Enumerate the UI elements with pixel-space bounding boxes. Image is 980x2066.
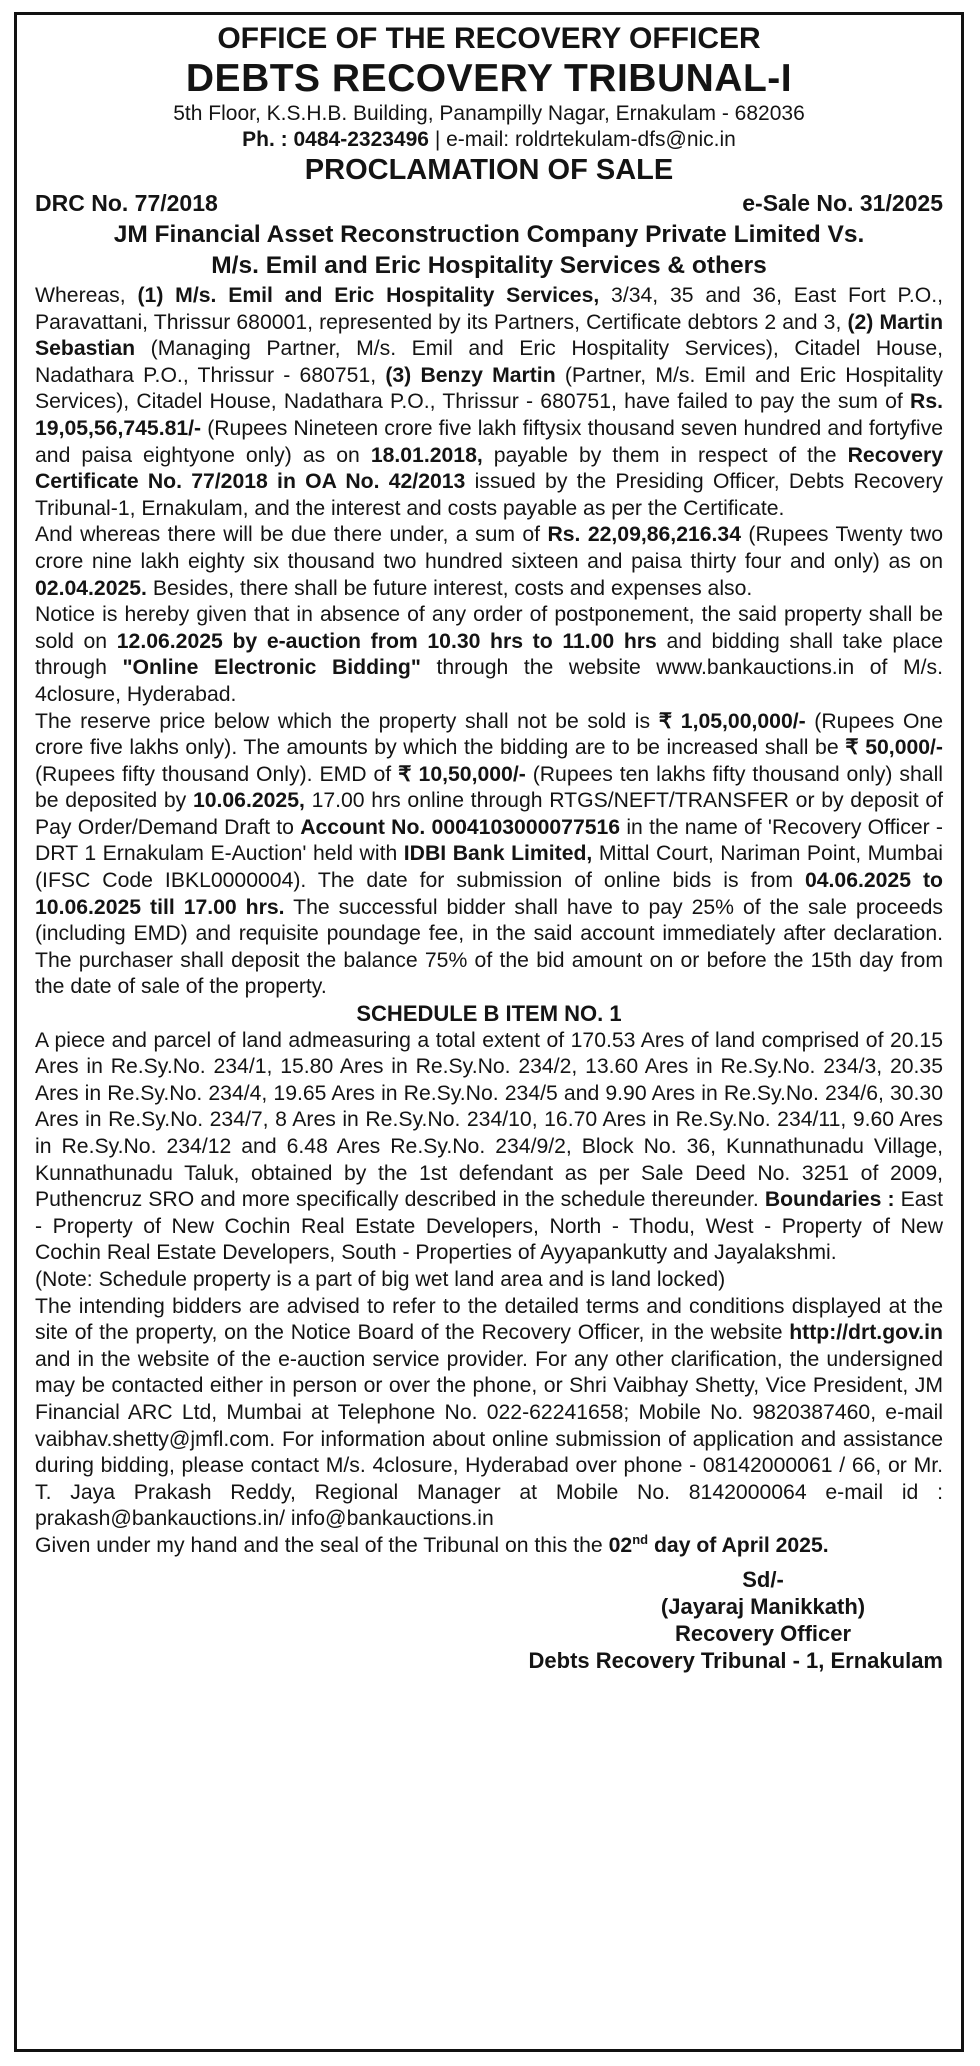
text: in the name of 'Recovery Officer - DRT 1 Ernakulam E-Auction' held with bbox=[35, 815, 943, 866]
drt-website: http://drt.gov.in bbox=[789, 1321, 943, 1345]
schedule-note: (Note: Schedule property is a part of big wet land area and is land locked) bbox=[35, 1267, 726, 1291]
proclamation-title: PROCLAMATION OF SALE bbox=[304, 154, 674, 186]
officer-name: (Jayaraj Manikkath) bbox=[660, 1593, 866, 1619]
text: And whereas there will be due there under, a sum of bbox=[35, 523, 548, 547]
paragraph-auction-notice bbox=[35, 602, 943, 708]
text: through the website www.bankauctions.in of M/s. 4closure, Hyderabad. bbox=[35, 656, 943, 706]
schedule-heading: SCHEDULE B ITEM NO. 1 bbox=[356, 1001, 622, 1027]
debtor-3: (3) Benzy Martin bbox=[385, 363, 556, 387]
given-month-year: day of April 2025. bbox=[648, 1533, 829, 1557]
officer-office: Debts Recovery Tribunal - 1, Ernakulam bbox=[528, 1647, 943, 1673]
office-address: 5th Floor, K.S.H.B. Building, Panampilly Nagar, Ernakulam - 682036 bbox=[173, 102, 805, 125]
text: and in the website of the e-auction service provider. For any other clarification, the undersigned may be contacted either in person or over the phone, or Shri Vaibhay Shetty, Vice President, JM Financial ARC Ltd, Mumbai at Telephone No. 022-62241658; Mobile No. 9820387460, e-mail vaibhav.shetty@jmfl.com. For information about online submission of application and assistance during bidding, please contact M/s. 4closure, Hyderabad over phone - 08142000061 / 66, or Mr. T. Jaya Prakash Reddy, Regional Manager at Mobile No. 8142000064 e-mail id : prakash@bankauctions.in/ info@bankauctions.in bbox=[35, 1347, 943, 1531]
due-date: 18.01.2018, bbox=[370, 443, 483, 467]
bid-window: 04.06.2025 to 10.06.2025 till 17.00 hrs. bbox=[35, 869, 943, 919]
given-line bbox=[35, 1533, 943, 1560]
certificate-ref: Recovery Certificate No. 77/2018 in OA No. 42/2013 bbox=[35, 443, 944, 494]
paragraph-schedule bbox=[35, 1028, 943, 1267]
bank-name: IDBI Bank Limited, bbox=[403, 842, 593, 866]
signature-block bbox=[35, 1566, 943, 1674]
given-day: 02 bbox=[608, 1533, 633, 1557]
paragraph-debtors bbox=[35, 283, 943, 522]
phone-number: 0484-2323496 bbox=[293, 128, 429, 151]
account-number: Account No. 0004103000077516 bbox=[300, 815, 621, 839]
text: Whereas, bbox=[35, 284, 138, 307]
text: Given under my hand and the seal of the Tribunal on this the bbox=[35, 1533, 609, 1557]
emd-date: 10.06.2025, bbox=[192, 789, 305, 813]
text: 17.00 hrs online through RTGS/NEFT/TRANSFER or by deposit of Pay Order/Demand Draft to bbox=[35, 789, 943, 839]
emd-amount: ₹ 10,50,000/- bbox=[398, 762, 526, 786]
debtor-2: (2) Martin Sebastian bbox=[35, 310, 944, 361]
text: A piece and parcel of land admeasuring a total extent of 170.53 Ares of land comprised of 20.15 Ares in Re.Sy.No. 234/1, 15.80 Ares in Re.Sy.No. 234/2, 13.60 Ares in Re.Sy.No. 234/3, 20.35 Ares in Re.Sy.No. 234/4, 19.65 Ares in Re.Sy.No. 234/5 and 9.90 Ares in Re.Sy.No. 234/6, 30.30 Ares in Re.Sy.No. 234/7, 8 Ares in Re.Sy.No. 234/10, 16.70 Ares in Re.Sy.No. 234/11, 9.60 Ares in Re.Sy.No. 234/12 and 6.48 Ares Re.Sy.No. 234/9/2, Block No. 36, Kunnathunadu Village, Kunnathunadu Taluk, obtained by the 1st defendant as per Sale Deed No. 3251 of 2009, Puthencruz SRO and more specifically described in the schedule thereunder. bbox=[35, 1028, 943, 1212]
text: and bidding shall take place through bbox=[35, 629, 944, 680]
paragraph-due-amount bbox=[35, 522, 943, 602]
bidding-mode: "Online Electronic Bidding" bbox=[122, 656, 421, 680]
esale-number: e-Sale No. 31/2025 bbox=[742, 190, 943, 216]
notice-frame bbox=[14, 12, 964, 2052]
notice-body bbox=[17, 15, 961, 1674]
text: The reserve price below which the property shall not be sold is bbox=[35, 709, 659, 733]
reserve-price: ₹ 1,05,00,000/- bbox=[658, 709, 806, 733]
boundaries-label: Boundaries : bbox=[764, 1188, 895, 1212]
text: (Rupees One crore five lakhs only). The amounts by which the bidding are to be increased shall be bbox=[35, 709, 943, 760]
current-due-date: 02.04.2025. bbox=[35, 576, 147, 600]
auction-schedule: 12.06.2025 by e-auction from 10.30 hrs to 11.00 hrs bbox=[116, 629, 657, 653]
text: (Rupees fifty thousand Only). EMD of bbox=[35, 762, 399, 786]
amount-due: Rs. 19,05,56,745.81/- bbox=[35, 390, 943, 440]
text: Notice is hereby given that in absence of any order of postponement, the said property shall be sold on bbox=[35, 603, 943, 653]
office-heading: OFFICE OF THE RECOVERY OFFICER bbox=[217, 22, 761, 55]
text: The intending bidders are advised to refer to the detailed terms and conditions displayed at the site of the property, on the Notice Board of the Recovery Officer, in the website bbox=[35, 1294, 943, 1345]
text: payable by them in respect of the bbox=[482, 443, 848, 467]
paragraph-contact bbox=[35, 1294, 943, 1533]
debtor-1: (1) M/s. Emil and Eric Hospitality Services, bbox=[137, 284, 600, 307]
officer-designation: Recovery Officer bbox=[674, 1620, 852, 1646]
text: (Rupees Nineteen crore five lakh fiftysix thousand seven hundred and fortyfive and paisa eightyone only) as on bbox=[35, 416, 943, 467]
drc-number: DRC No. 77/2018 bbox=[35, 190, 218, 216]
case-title-line-2: M/s. Emil and Eric Hospitality Services & others bbox=[211, 252, 767, 279]
text: 3/34, 35 and 36, East Fort P.O., Paravattani, Thrissur 680001, represented by its Partners, Certificate debtors 2 and 3, bbox=[35, 284, 943, 334]
tribunal-heading: DEBTS RECOVERY TRIBUNAL-I bbox=[185, 57, 793, 100]
text: (Partner, M/s. Emil and Eric Hospitality Services), Citadel House, Nadathara P.O., Thrissur - 680751, have failed to pay the sum of bbox=[35, 363, 943, 414]
given-day-suffix: nd bbox=[632, 1531, 649, 1547]
text: The successful bidder shall have to pay 25% of the sale proceeds (including EMD) and requisite poundage fee, in the said account immediately after declaration. The purchaser shall deposit the balance 75% of the bid amount on or before the 15th day from the date of sale of the property. bbox=[35, 895, 944, 999]
text: (Managing Partner, M/s. Emil and Eric Hospitality Services), Citadel House, Nadathara P.O., Thrissur - 680751, bbox=[35, 337, 943, 387]
signature-sd: Sd/- bbox=[742, 1566, 784, 1592]
phone-label: Ph. : bbox=[242, 128, 288, 151]
text: Mittal Court, Nariman Point, Mumbai (IFSC Code IBKL0000004). The date for submission of online bids is from bbox=[35, 842, 943, 893]
text: Besides, there shall be future interest, costs and expenses also. bbox=[146, 576, 753, 600]
text: (Rupees Twenty two crore nine lakh eighty six thousand two hundred sixteen and paisa thirty four and only) as on bbox=[35, 523, 943, 573]
case-title-line-1: JM Financial Asset Reconstruction Company Private Limited Vs. bbox=[113, 221, 865, 248]
contact-line bbox=[35, 127, 943, 153]
case-title bbox=[35, 219, 943, 281]
email-text: | e-mail: roldrtekulam-dfs@nic.in bbox=[434, 128, 736, 151]
bid-increment: ₹ 50,000/- bbox=[845, 736, 943, 760]
text: issued by the Presiding Officer, Debts Recovery Tribunal-1, Ernakulam, and the interest and costs payable as per the Certificate. bbox=[35, 470, 943, 520]
text: (Rupees ten lakhs fifty thousand only) shall be deposited by bbox=[35, 762, 943, 813]
text: East - Property of New Cochin Real Estate Developers, North - Thodu, West - Property of New Cochin Real Estate Developers, South - Properties of Ayyapankutty and Jayalakshmi. bbox=[35, 1188, 943, 1265]
reference-row bbox=[35, 189, 943, 217]
current-due: Rs. 22,09,86,216.34 bbox=[547, 523, 742, 547]
paragraph-reserve-price bbox=[35, 709, 943, 1002]
